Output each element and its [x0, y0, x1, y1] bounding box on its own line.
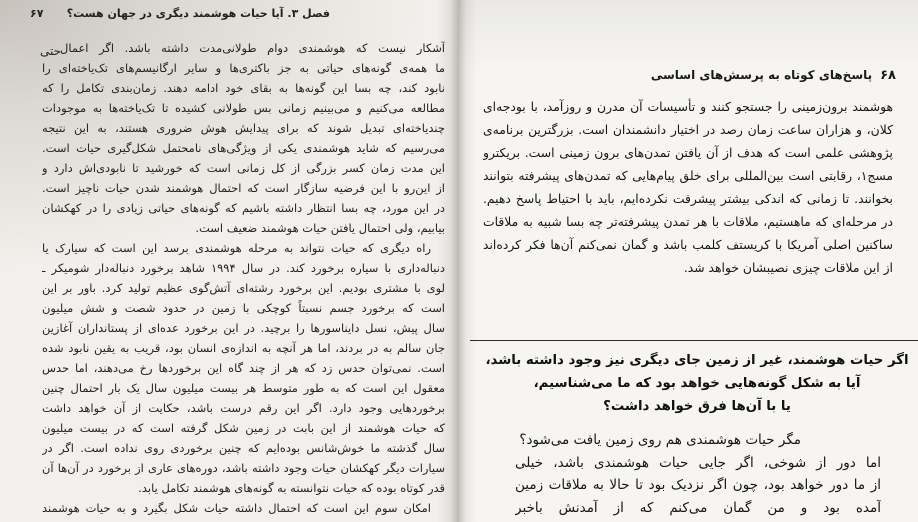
- body-line: در این مورد، چه بسا انتظار داشته باشیم که گونه‌های حیاتی زیادی را در کهکشان: [42, 201, 445, 215]
- section-divider: [470, 340, 918, 341]
- body-line: جان سالم به در بردند، اما هر آنچه به اندازه‌ی انسان بود، قریب به یقین نابود شده: [42, 341, 445, 355]
- body-line: لوی با مشتری بودیم. این برخورد رشته‌ای آتش‌گوی عظیم تولید کرد. باور بر این: [42, 281, 445, 295]
- question-line: آیا به شکل گونه‌هایی خواهد بود که ما می‌شناسیم،: [533, 376, 861, 391]
- question-heading: [482, 349, 912, 418]
- body-line: پژوهشی علمی است که هدف از آن یافتن تمدن‌های برون زمینی است. بریکترو: [483, 146, 893, 160]
- body-line: کلان، و هزاران ساعت زمان رصد در اختیار دانشمندان است. بزرگترین برنامه‌ی: [483, 123, 893, 137]
- body-line: ما همه‌ی گونه‌های حیاتی به جز باکتری‌ها و سایر ارگانیسم‌های تک‌یاخته‌ای را: [42, 61, 445, 75]
- answer-line: مگر حیات هوشمندی هم روی زمین یافت می‌شود؟: [519, 432, 801, 448]
- left-page-header: [30, 7, 330, 20]
- answer-text: [515, 429, 881, 519]
- answer-line: آمده بود و من گمان می‌کنم که از آمدنش باخبر: [515, 499, 881, 516]
- answer-line: اما دور از شوخی، اگر جایی حیات هوشمندی باشد، خیلی: [515, 454, 881, 471]
- body-line: چندیاخته‌ای تبدیل شوند که برای پیدایش هوش ضروری هستند، به این نتیجه: [42, 121, 445, 135]
- body-line: امکان سوم این است که احتمال داشته حیات شکل بگیرد و به حیات هوشمند: [42, 501, 431, 515]
- body-line: مطالعه می‌کنیم و می‌بینیم زمانی بس طولانی کشیده تا تک‌یاخته‌ها به موجودات: [42, 101, 445, 115]
- body-line: بیابیم، ولی احتمال یافتن حیات هوشمند ضعیف است.: [195, 221, 445, 235]
- answer-line: از ما دور خواهد بود، چون اگر نزدیک بود تا حالا به ملاقات زمین: [515, 477, 881, 493]
- body-line: است که برخورد جسم نسبتاً کوچکی با زمین در حدود شصت و شش میلیون: [42, 301, 445, 315]
- body-line: مسج۱، رقابتی است بین‌المللی برای خلق پیام‌هایی که تمدن‌های پیشرفته بتوانند: [483, 169, 893, 183]
- question-line: اگر حیات هوشمند، غیر از زمین جای دیگری نیز وجود داشته باشد،: [485, 353, 909, 368]
- body-line: است. نمی‌توان حدس زد که هر از چند گاه این برخوردها رخ می‌دهند، اما حدس: [42, 361, 445, 375]
- body-line: در مرحله‌ای که ماهستیم، ملاقات با هر تمدن پیشرفته‌تر چه بسا شبیه به ملاقات: [483, 215, 893, 229]
- right-page: [459, 0, 918, 522]
- body-line: برخوردهایی وجود دارد. اگر این رقم درست باشد، حکایت از آن خواهد داشت: [42, 401, 445, 415]
- body-line: بخوانند. تا زمانی که اندکی بیشتر پیشرفت نکرده‌ایم، باید با احتیاط پاسخ دهیم.: [483, 192, 893, 206]
- body-line: از این‌رو با این فرضیه سازگار است که احتمال هوشمند شدن حیات ناچیز است.: [42, 181, 445, 195]
- question-line: یا با آن‌ها فرق خواهد داشت؟: [603, 399, 791, 414]
- body-line: ساکنین اصلی آمریکا با کریستف کلمب باشد و گمان نمی‌کنم آن‌ها فکر کرده‌اند: [483, 238, 893, 252]
- book-title: پاسخ‌های کوتاه به پرسش‌های اساسی: [650, 68, 873, 82]
- body-line: دنباله‌داری با سیاره برخورد کند. در سال ۱۹۹۴ شاهد برخورد دنباله‌دار شومیکر ـ: [42, 261, 445, 275]
- body-line: که حیات هوشمند از این بابت در زمین شکل گرفته است که در بیست میلیون: [42, 421, 445, 435]
- lead-word: حتی: [40, 44, 62, 58]
- body-line: سال پیش، نسل دایناسورها را برچید. در این برخورد عده‌ای از پستانداران آغازین: [42, 321, 445, 335]
- body-line: این مدت زمان کسر بزرگی از کل زمانی است که خورشید تا نابودی‌اش دارد و: [42, 161, 445, 175]
- body-line: می‌رسیم که شاید هوشمندی یکی از ویژگی‌های نامحتمل شکل‌گیری حیات است.: [42, 141, 445, 155]
- page-number-right: ۶۸: [880, 68, 896, 83]
- body-line: از این ملاقات چیزی نصیبشان خواهد شد.: [683, 261, 893, 275]
- page-number-left: ۶۷: [30, 7, 44, 20]
- left-body-text: [42, 38, 445, 518]
- right-page-header: [651, 68, 896, 83]
- body-line: سال گذشته ما خوش‌شانس بوده‌ایم که چنین برخوردی روی نداده است. اگر در: [42, 441, 445, 455]
- body-line: راه دیگری که حیات نتواند به مرحله هوشمندی برسد این است که سیارک یا: [42, 241, 431, 255]
- body-line: هوشمند برون‌زمینی را جستجو کنند و تأسیسات آن مدرن و روزآمد، با بودجه‌ای: [483, 100, 893, 114]
- body-line: قدر کوتاه بوده که حیات نتوانسته به گونه‌های هوشمند تکامل یابد.: [138, 481, 445, 495]
- body-line: معقول این است که به طور متوسط هر بیست میلیون سال یک بار احتمال چنین: [42, 381, 445, 395]
- body-line: آشکار نیست که هوشمندی دوام طولانی‌مدت داشته باشد. اگر اعمال: [60, 41, 445, 55]
- right-body-text: [483, 96, 893, 280]
- chapter-title: فصل ۳. آیا حیات هوشمند دیگری در جهان هست؟: [66, 7, 330, 20]
- body-line: سیارات دیگر کهکشان حیات وجود داشته باشد، دوره‌های عاری از برخورد در آن‌ها آن: [42, 461, 445, 475]
- body-line: نابود کند، چه بسا این گونه‌ها به بقای خود ادامه دهند. زمان‌بندی تکامل را که: [42, 81, 445, 95]
